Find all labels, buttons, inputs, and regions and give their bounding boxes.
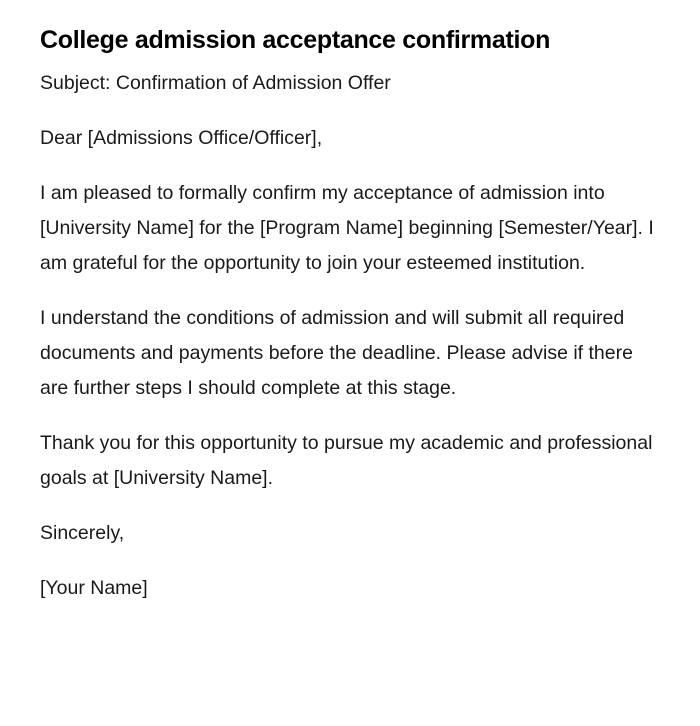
body-paragraph: I am pleased to formally confirm my acceptance of admission into [University Name] for the [Program Name] beginning [Semester/Year]. I am grateful for the opportunity to join your esteemed institution. — [40, 182, 654, 274]
document-title: College admission acceptance confirmation — [40, 26, 551, 54]
body-paragraph: Thank you for this opportunity to pursue my academic and professional goals at [University Name]. — [40, 432, 653, 489]
subject-line: Subject: Confirmation of Admission Offer — [40, 72, 391, 94]
closing: Sincerely, — [40, 522, 125, 544]
signature: [Your Name] — [40, 577, 148, 599]
salutation: Dear [Admissions Office/Officer], — [40, 127, 323, 149]
body-paragraph: I understand the conditions of admission and will submit all required documents and payments before the deadline. Please advise if there are further steps I should complete at this stage. — [40, 307, 633, 399]
